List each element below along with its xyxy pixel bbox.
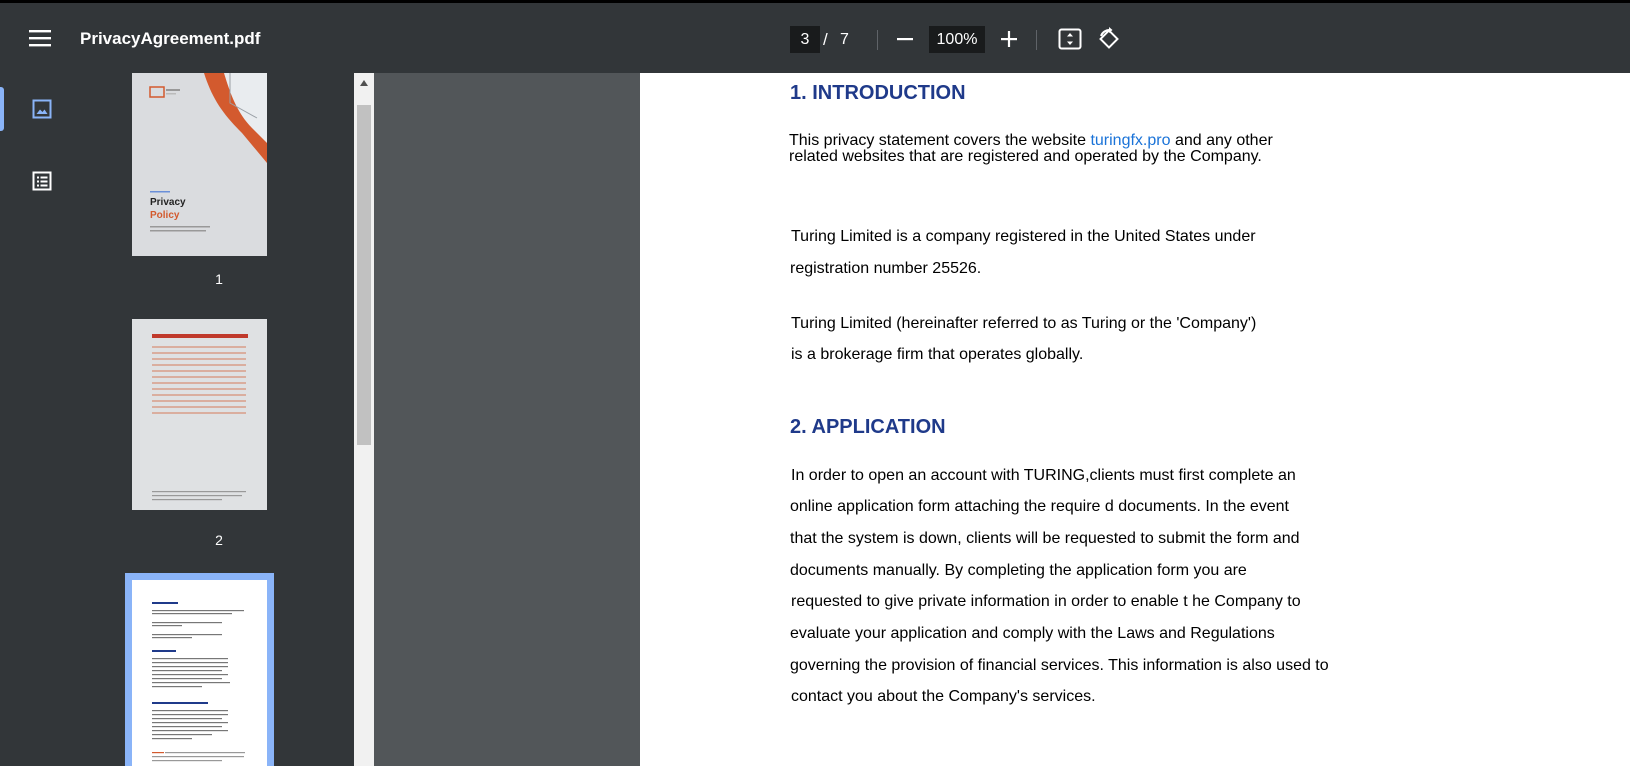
- active-tab-indicator: [0, 87, 4, 131]
- thumbnail-pane: [84, 73, 354, 766]
- paragraph-line: Turing Limited is a company registered in the United States under: [791, 228, 1256, 245]
- page-separator: /: [823, 30, 828, 49]
- fit-to-page-icon[interactable]: [1054, 23, 1086, 55]
- thumbnail-cover-title-line1: Privacy: [150, 197, 186, 208]
- paragraph-line: This privacy statement covers the website turingfx.pro and any other: [789, 132, 1273, 149]
- scrollbar-thumb[interactable]: [357, 105, 371, 445]
- page-total: 7: [840, 31, 849, 48]
- thumbnail-page-3-selected[interactable]: [125, 573, 274, 766]
- document-title: PrivacyAgreement.pdf: [80, 29, 261, 48]
- paragraph-line: requested to give private information in order to enable t he Company to: [791, 593, 1301, 610]
- thumbnail-scrollbar[interactable]: [354, 73, 374, 766]
- document-viewer[interactable]: [374, 73, 1630, 766]
- paragraph-line: is a brokerage firm that operates globally.: [791, 346, 1084, 363]
- outline-icon[interactable]: [26, 165, 58, 197]
- toolbar-divider: [877, 30, 878, 50]
- zoom-out-icon[interactable]: [890, 24, 920, 54]
- rotate-icon[interactable]: [1093, 23, 1125, 55]
- paragraph-line: Turing Limited (hereinafter referred to as Turing or the 'Company'): [791, 315, 1257, 332]
- hamburger-menu-icon[interactable]: [24, 22, 56, 54]
- section-heading-application: 2. APPLICATION: [790, 416, 946, 438]
- paragraph-line: In order to open an account with TURING,clients must first complete an: [791, 467, 1296, 484]
- paragraph-line: online application form attaching the require d documents. In the event: [790, 498, 1289, 515]
- thumbnail-number: 1: [215, 271, 223, 287]
- contents-page-preview: [132, 319, 267, 510]
- paragraph-line: governing the provision of financial services. This information is also used to: [790, 657, 1329, 674]
- section-heading-introduction: 1. INTRODUCTION: [790, 82, 966, 104]
- paragraph-line: that the system is down, clients will be requested to submit the form and: [790, 530, 1300, 547]
- toolbar: [0, 3, 1630, 73]
- page-number-input[interactable]: [790, 26, 820, 53]
- thumbnail-number: 2: [215, 532, 223, 548]
- toolbar-divider: [1036, 30, 1037, 50]
- thumbnail-page-1[interactable]: [132, 73, 267, 256]
- current-page-preview: [132, 580, 267, 766]
- thumbnail-cover-title-line2: Policy: [150, 210, 180, 221]
- thumbnails-icon[interactable]: [26, 93, 58, 125]
- paragraph-line: evaluate your application and comply with the Laws and Regulations: [790, 625, 1275, 642]
- website-link[interactable]: turingfx.pro: [1090, 132, 1171, 149]
- thumbnail-page-2[interactable]: [132, 319, 267, 510]
- sidebar-rail: [0, 73, 84, 766]
- paragraph-line: contact you about the Company's services.: [791, 688, 1096, 705]
- zoom-in-icon[interactable]: [994, 24, 1024, 54]
- paragraph-line: documents manually. By completing the application form you are: [790, 562, 1247, 579]
- pdf-page: [640, 73, 1630, 766]
- paragraph-line: related websites that are registered and operated by the Company.: [789, 148, 1262, 165]
- zoom-level-input[interactable]: [929, 26, 985, 53]
- paragraph-line: registration number 25526.: [790, 260, 982, 277]
- scroll-up-arrow-icon[interactable]: [354, 73, 374, 93]
- cover-graphic-icon: [132, 73, 267, 256]
